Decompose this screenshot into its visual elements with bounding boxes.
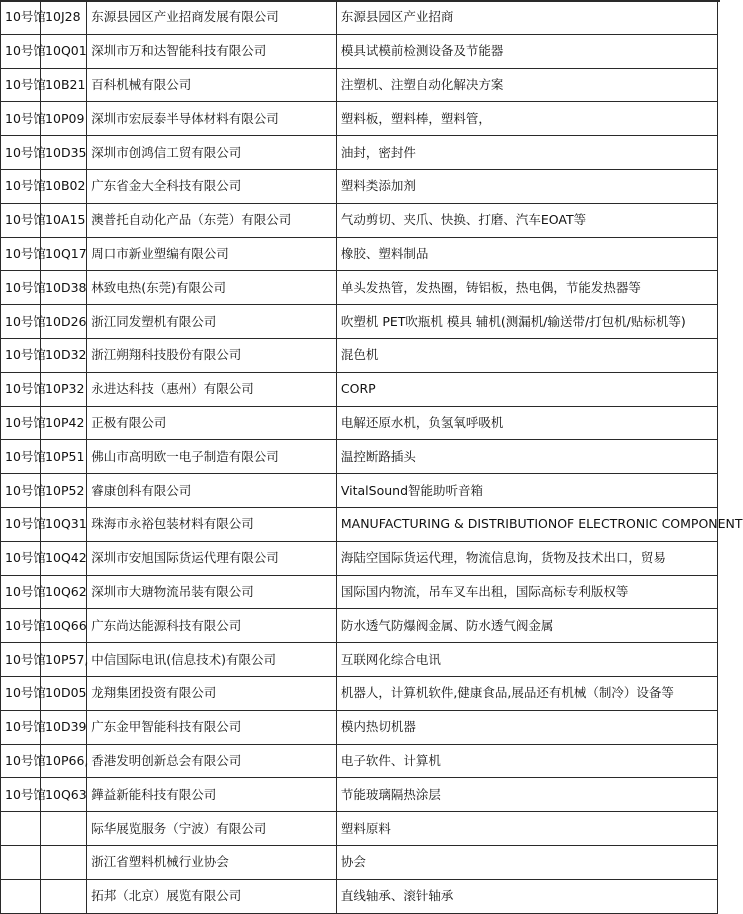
booth-cell: 10Q31 bbox=[41, 507, 87, 541]
hall-cell: 10号馆 bbox=[1, 643, 41, 677]
product-cell: 塑料类添加剂 bbox=[336, 169, 717, 203]
company-cell: 深圳市万和达智能科技有限公司 bbox=[87, 34, 337, 68]
table-row bbox=[1, 34, 718, 68]
booth-cell bbox=[41, 879, 87, 913]
table-row bbox=[1, 203, 718, 237]
hall-cell: 10号馆 bbox=[1, 406, 41, 440]
table-row bbox=[1, 102, 718, 136]
table-row bbox=[1, 575, 718, 609]
product-cell: 防水透气防爆阀金属、防水透气阀金属 bbox=[336, 609, 717, 643]
booth-cell: 10P52 bbox=[41, 474, 87, 508]
booth-cell bbox=[41, 845, 87, 879]
table-row bbox=[1, 507, 718, 541]
company-cell: 正极有限公司 bbox=[87, 406, 337, 440]
product-cell: 油封，密封件 bbox=[336, 136, 717, 170]
table-row bbox=[1, 440, 718, 474]
booth-cell: 10Q01 bbox=[41, 34, 87, 68]
company-cell: 珠海市永裕包装材料有限公司 bbox=[87, 507, 337, 541]
company-cell: 龙翔集团投资有限公司 bbox=[87, 676, 337, 710]
company-cell: 浙江同发塑机有限公司 bbox=[87, 305, 337, 339]
table-row bbox=[1, 710, 718, 744]
booth-cell: 10B21 bbox=[41, 68, 87, 102]
product-cell: 单头发热管，发热圈，铸铝板，热电偶，节能发热器等 bbox=[336, 271, 717, 305]
product-cell: 互联网化综合电讯 bbox=[336, 643, 717, 677]
hall-cell: 10号馆 bbox=[1, 169, 41, 203]
company-cell: 佛山市高明欧一电子制造有限公司 bbox=[87, 440, 337, 474]
product-cell: CORP bbox=[336, 372, 717, 406]
booth-cell: 10P57, bbox=[41, 643, 87, 677]
company-cell: 广东尚达能源科技有限公司 bbox=[87, 609, 337, 643]
hall-cell bbox=[1, 845, 41, 879]
booth-cell: 10Q66 bbox=[41, 609, 87, 643]
hall-cell: 10号馆 bbox=[1, 102, 41, 136]
product-cell: 电子软件、计算机 bbox=[336, 744, 717, 778]
hall-cell: 10号馆 bbox=[1, 203, 41, 237]
table-row bbox=[1, 812, 718, 846]
company-cell: 深圳市安旭国际货运代理有限公司 bbox=[87, 541, 337, 575]
booth-cell: 10J28 bbox=[41, 1, 87, 35]
product-cell: 橡胶、塑料制品 bbox=[336, 237, 717, 271]
booth-cell: 10P42 bbox=[41, 406, 87, 440]
company-cell: 拓邦（北京）展览有限公司 bbox=[87, 879, 337, 913]
product-cell: 混色机 bbox=[336, 338, 717, 372]
booth-cell: 10Q17 bbox=[41, 237, 87, 271]
table-row bbox=[1, 643, 718, 677]
hall-cell: 10号馆 bbox=[1, 507, 41, 541]
booth-cell: 10Q42 bbox=[41, 541, 87, 575]
table-row bbox=[1, 541, 718, 575]
booth-cell: 10P66, bbox=[41, 744, 87, 778]
product-cell: VitalSound智能助听音箱 bbox=[336, 474, 717, 508]
table-row bbox=[1, 676, 718, 710]
hall-cell: 10号馆 bbox=[1, 338, 41, 372]
product-cell: 电解还原水机，负氢氧呼吸机 bbox=[336, 406, 717, 440]
table-row bbox=[1, 609, 718, 643]
hall-cell: 10号馆 bbox=[1, 372, 41, 406]
booth-cell: 10B02 bbox=[41, 169, 87, 203]
table-row bbox=[1, 474, 718, 508]
booth-cell bbox=[41, 812, 87, 846]
company-cell: 际华展览服务（宁波）有限公司 bbox=[87, 812, 337, 846]
product-cell: 塑料原料 bbox=[336, 812, 717, 846]
product-cell: 温控断路插头 bbox=[336, 440, 717, 474]
booth-cell: 10D39 bbox=[41, 710, 87, 744]
product-cell: 海陆空国际货运代理，物流信息询，货物及技术出口，贸易 bbox=[336, 541, 717, 575]
company-cell: 广东省金大全科技有限公司 bbox=[87, 169, 337, 203]
booth-cell: 10D38 bbox=[41, 271, 87, 305]
hall-cell: 10号馆 bbox=[1, 68, 41, 102]
company-cell: 澳普托自动化产品（东莞）有限公司 bbox=[87, 203, 337, 237]
company-cell: 深圳市大瑭物流吊装有限公司 bbox=[87, 575, 337, 609]
company-cell: 睿康创科有限公司 bbox=[87, 474, 337, 508]
hall-cell: 10号馆 bbox=[1, 541, 41, 575]
booth-cell: 10P09 bbox=[41, 102, 87, 136]
hall-cell: 10号馆 bbox=[1, 710, 41, 744]
booth-cell: 10D26 bbox=[41, 305, 87, 339]
company-cell: 香港发明创新总会有限公司 bbox=[87, 744, 337, 778]
company-cell: 东源县园区产业招商发展有限公司 bbox=[87, 1, 337, 35]
product-cell: 直线轴承、滚针轴承 bbox=[336, 879, 717, 913]
company-cell: 周口市新业塑编有限公司 bbox=[87, 237, 337, 271]
company-cell: 深圳市创鸿信工贸有限公司 bbox=[87, 136, 337, 170]
hall-cell: 10号馆 bbox=[1, 1, 41, 35]
table-row bbox=[1, 136, 718, 170]
table-row bbox=[1, 406, 718, 440]
hall-cell: 10号馆 bbox=[1, 676, 41, 710]
booth-cell: 10Q63 bbox=[41, 778, 87, 812]
company-cell: 林致电热(东莞)有限公司 bbox=[87, 271, 337, 305]
hall-cell: 10号馆 bbox=[1, 575, 41, 609]
exhibitor-table-body bbox=[1, 1, 743, 914]
hall-cell bbox=[1, 812, 41, 846]
table-row bbox=[1, 845, 718, 879]
table-row bbox=[1, 237, 718, 271]
product-cell: 气动剪切、夹爪、快换、打磨、汽车EOAT等 bbox=[336, 203, 717, 237]
hall-cell: 10号馆 bbox=[1, 778, 41, 812]
product-cell: 模内热切机器 bbox=[336, 710, 717, 744]
company-cell: 百科机械有限公司 bbox=[87, 68, 337, 102]
table-row bbox=[1, 1, 718, 35]
booth-cell: 10P51 bbox=[41, 440, 87, 474]
product-cell: 东源县园区产业招商 bbox=[336, 1, 717, 35]
product-cell: MANUFACTURING & DISTRIBUTIONOF ELECTRONIC COMPONENT bbox=[336, 507, 717, 541]
product-cell: 国际国内物流，吊车叉车出租，国际高标专利版权等 bbox=[336, 575, 717, 609]
product-cell: 节能玻璃隔热涂层 bbox=[336, 778, 717, 812]
hall-cell: 10号馆 bbox=[1, 271, 41, 305]
company-cell: 广东金甲智能科技有限公司 bbox=[87, 710, 337, 744]
company-cell: 深圳市宏辰泰半导体材料有限公司 bbox=[87, 102, 337, 136]
booth-cell: 10A15 bbox=[41, 203, 87, 237]
company-cell: 浙江朔翔科技股份有限公司 bbox=[87, 338, 337, 372]
table-row bbox=[1, 778, 718, 812]
company-cell: 中信国际电讯(信息技术)有限公司 bbox=[87, 643, 337, 677]
product-cell: 吹塑机 PET吹瓶机 模具 辅机(测漏机/输送带/打包机/贴标机等) bbox=[336, 305, 717, 339]
booth-cell: 10P32 bbox=[41, 372, 87, 406]
product-cell: 协会 bbox=[336, 845, 717, 879]
table-row bbox=[1, 338, 718, 372]
company-cell: 鏵益新能科技有限公司 bbox=[87, 778, 337, 812]
booth-cell: 10D05 bbox=[41, 676, 87, 710]
hall-cell: 10号馆 bbox=[1, 744, 41, 778]
hall-cell: 10号馆 bbox=[1, 305, 41, 339]
table-row bbox=[1, 879, 718, 913]
table-row bbox=[1, 68, 718, 102]
hall-cell bbox=[1, 879, 41, 913]
hall-cell: 10号馆 bbox=[1, 474, 41, 508]
hall-cell: 10号馆 bbox=[1, 440, 41, 474]
hall-cell: 10号馆 bbox=[1, 34, 41, 68]
product-cell: 塑料板，塑料棒，塑料管， bbox=[336, 102, 717, 136]
table-row bbox=[1, 271, 718, 305]
booth-cell: 10Q62 bbox=[41, 575, 87, 609]
product-cell: 模具试模前检测设备及节能器 bbox=[336, 34, 717, 68]
company-cell: 永进达科技（惠州）有限公司 bbox=[87, 372, 337, 406]
product-cell: 机器人，计算机软件,健康食品,展品还有机械（制冷）设备等 bbox=[336, 676, 717, 710]
table-row bbox=[1, 305, 718, 339]
hall-cell: 10号馆 bbox=[1, 609, 41, 643]
booth-cell: 10D35 bbox=[41, 136, 87, 170]
company-cell: 浙江省塑料机械行业协会 bbox=[87, 845, 337, 879]
booth-cell: 10D32 bbox=[41, 338, 87, 372]
table-row bbox=[1, 372, 718, 406]
hall-cell: 10号馆 bbox=[1, 136, 41, 170]
hall-cell: 10号馆 bbox=[1, 237, 41, 271]
table-row bbox=[1, 169, 718, 203]
table-row bbox=[1, 744, 718, 778]
product-cell: 注塑机、注塑自动化解决方案 bbox=[336, 68, 717, 102]
